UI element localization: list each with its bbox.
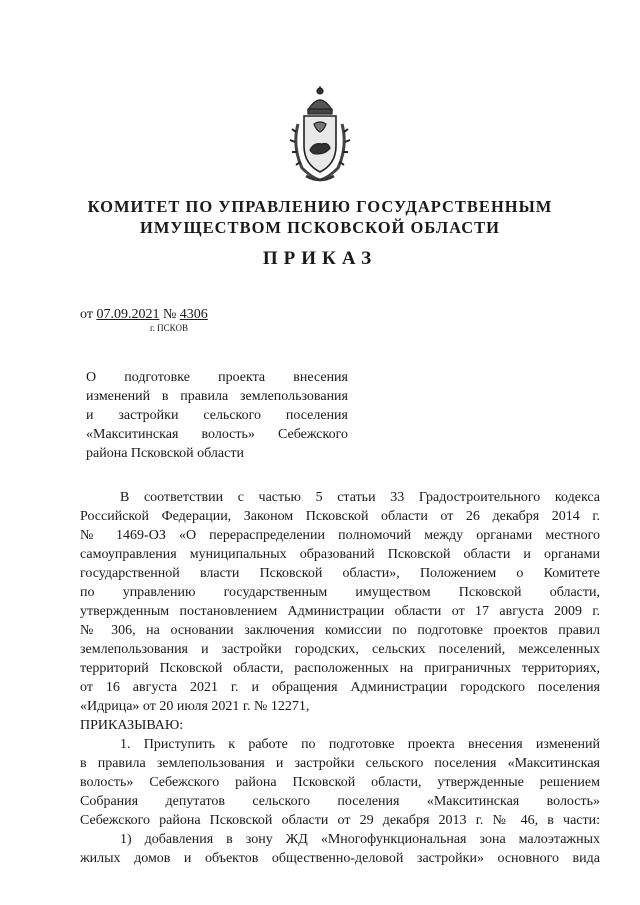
- order-date-number: [80, 307, 208, 323]
- body-line: Российской Федерации, Законом Псковской области от 26 декабря 2014 г.: [80, 509, 600, 524]
- body-line: по управлению государственным имуществом Псковской области,: [80, 585, 600, 600]
- body-line-order-verb: ПРИКАЗЫВАЮ:: [80, 718, 184, 733]
- order-subject: [86, 368, 348, 463]
- subject-line: «Макситинская волость» Себежского: [86, 427, 348, 442]
- body-line: землепользования и застройки городских, сельских поселений, межселенных: [80, 642, 600, 657]
- order-number-label: №: [162, 307, 177, 322]
- committee-name-line2: ИМУЩЕСТВОМ ПСКОВСКОЙ ОБЛАСТИ: [140, 218, 500, 237]
- order-date: 07.09.2021: [96, 307, 160, 322]
- order-body: [80, 488, 600, 868]
- body-line: территорий Псковской области, расположенных на приграничных территориях,: [80, 661, 600, 676]
- body-line: утвержденным постановлением Администрации области от 17 августа 2009 г.: [80, 604, 600, 619]
- body-line: от 16 августа 2021 г. и обращения Администрации городского поселения: [80, 680, 600, 695]
- subject-line: О подготовке проекта внесения: [86, 370, 348, 385]
- body-line: самоуправления муниципальных образований Псковской области и органами: [80, 547, 600, 562]
- order-city: г. ПСКОВ: [150, 323, 188, 333]
- body-line: Собрания депутатов сельского поселения «Макситинская волость»: [80, 794, 600, 809]
- body-line: государственной власти Псковской области», Положением о Комитете: [80, 566, 600, 581]
- body-line: жилых домов и объектов общественно-деловой застройки» основного вида: [80, 851, 600, 866]
- body-line: «Идрица» от 20 июля 2021 г. № 12271,: [80, 699, 310, 714]
- body-line: волость» Себежского района Псковской области, утвержденные решением: [80, 775, 600, 790]
- body-line: В соответствии с частью 5 статьи 33 Градостроительного кодекса: [120, 490, 600, 505]
- body-line: в правила землепользования и застройки сельского поселения «Макситинская: [80, 756, 600, 771]
- subject-line: и застройки сельского поселения: [86, 408, 348, 423]
- subject-line: изменений в правила землепользования: [86, 389, 348, 404]
- subject-line: района Псковской области: [86, 446, 244, 461]
- order-from-label: от: [80, 307, 93, 322]
- order-number: 4306: [179, 307, 208, 322]
- committee-name-line1: КОМИТЕТ ПО УПРАВЛЕНИЮ ГОСУДАРСТВЕННЫМ: [87, 197, 553, 216]
- body-line: Себежского района Псковской области от 29 декабря 2013 г. № 46, в части:: [80, 813, 600, 828]
- pskov-oblast-coat-of-arms-icon: [286, 84, 354, 186]
- body-line: № 306, на основании заключения комиссии по подготовке проектов правил: [80, 623, 600, 638]
- document-type-title: ПРИКАЗ: [262, 248, 378, 269]
- body-line: № 1469-ОЗ «О перераспределении полномочий между органами местного: [80, 528, 600, 543]
- body-line: 1) добавления в зону ЖД «Многофункциональная зона малоэтажных: [120, 832, 600, 847]
- body-line: 1. Приступить к работе по подготовке проекта внесения изменений: [120, 737, 600, 752]
